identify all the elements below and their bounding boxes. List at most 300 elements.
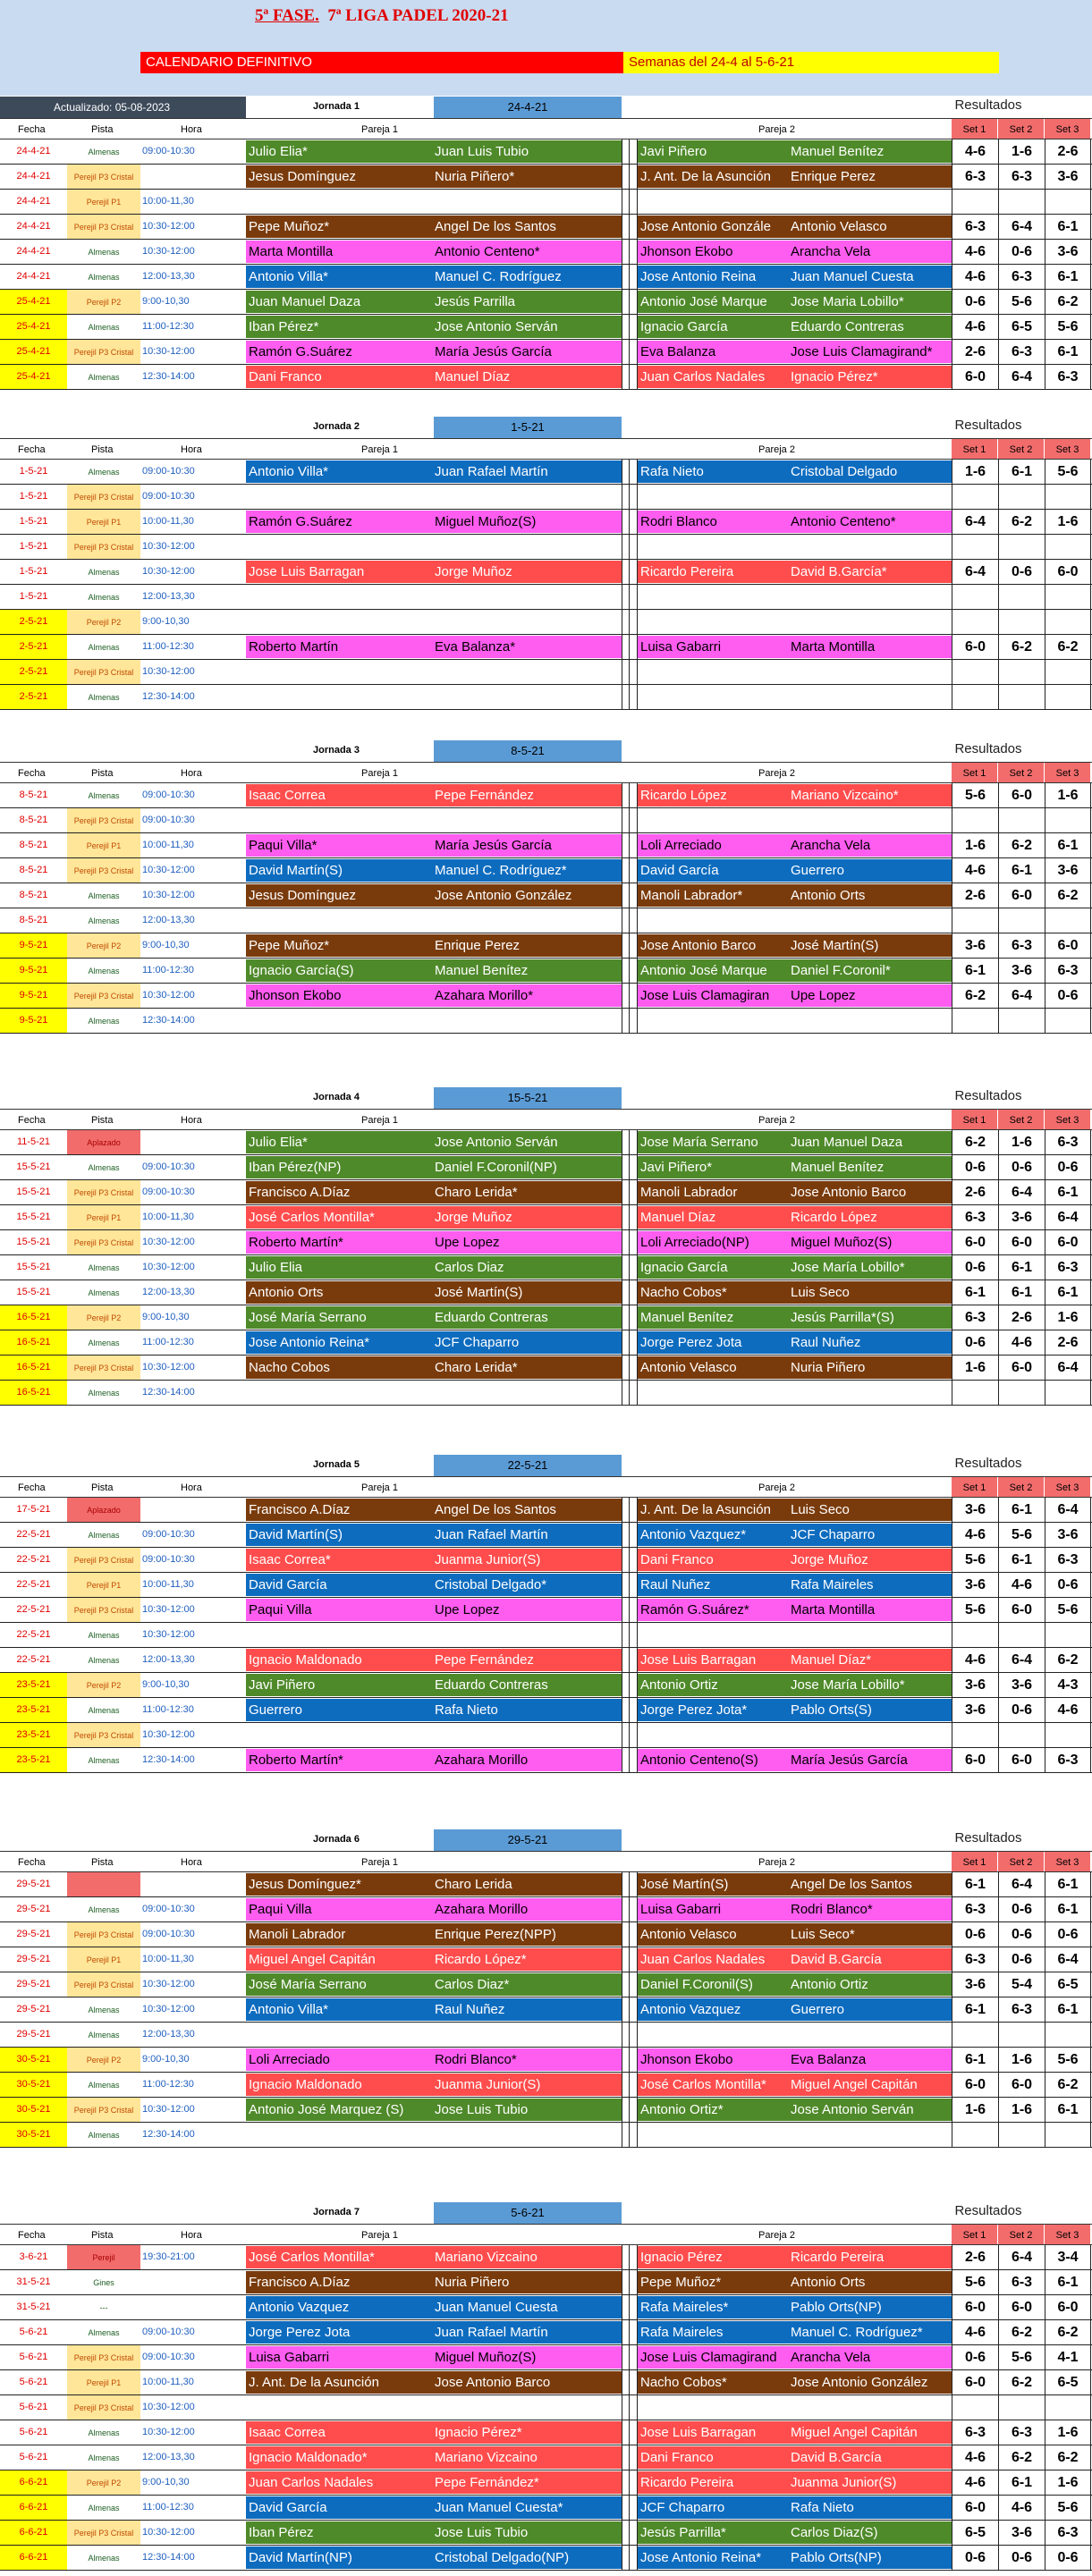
- match-row: [0, 290, 1092, 315]
- court-name: Perejil P3 Cristal: [67, 2521, 140, 2545]
- set2-score: 4-6: [998, 1573, 1045, 1597]
- match-time: 12:00-13,30: [142, 591, 195, 602]
- pair1-player-b: [432, 909, 622, 932]
- set1-score: [952, 2123, 998, 2147]
- pair1-player-a: Antonio Orts: [246, 1281, 432, 1304]
- set1-score: 6-2: [952, 984, 998, 1008]
- match-row: [0, 315, 1092, 340]
- pair1-player-b: Rafa Nieto: [432, 1699, 622, 1721]
- set2-score: 4-6: [998, 2496, 1045, 2520]
- set3-score: [1045, 685, 1091, 709]
- pair1-player-a: Ignacio Maldonado: [246, 2073, 432, 2096]
- pareja1-header: Pareja 1: [361, 1857, 398, 1868]
- pair2-player-a: Manoli Labrador*: [638, 884, 788, 907]
- match-time: 09:00-10:30: [142, 2327, 195, 2337]
- set3-score: 6-2: [1045, 2073, 1091, 2097]
- set3-header: Set 3: [1045, 439, 1090, 459]
- fecha-header: Fecha: [18, 768, 46, 779]
- match-time: 12:00-13,30: [142, 915, 195, 925]
- match-row: [0, 460, 1092, 485]
- pair2-player-b: [788, 1381, 952, 1404]
- pair1-player-a: [246, 486, 432, 508]
- pair2-player-a: Antonio Vazquez: [638, 1998, 788, 2021]
- match-row: [0, 1623, 1092, 1648]
- pista-header: Pista: [91, 444, 114, 455]
- set3-score: 6-3: [1045, 959, 1091, 983]
- set2-score: 6-4: [998, 984, 1045, 1008]
- match-row: [0, 1205, 1092, 1230]
- court-name: Almenas: [88, 891, 120, 900]
- match-row: [0, 560, 1092, 585]
- match-row: [0, 685, 1092, 710]
- match-date: 5-6-21: [19, 2427, 48, 2437]
- jornada-label: Jornada 1: [313, 101, 360, 112]
- set3-score: 0-6: [1045, 2546, 1091, 2570]
- set3-score: [1045, 908, 1091, 933]
- pair2-player-a: Ignacio García: [638, 316, 788, 338]
- set3-score: 6-1: [1045, 1280, 1091, 1305]
- pair2-player-a: Jorge Perez Jota*: [638, 1699, 788, 1721]
- court-name: [67, 1872, 140, 1896]
- match-time: 11:00-12:30: [142, 2079, 194, 2090]
- pair2-player-b: [788, 190, 952, 213]
- match-row: [0, 1180, 1092, 1205]
- hora-header: Hora: [181, 1482, 202, 1493]
- set1-score: 6-0: [952, 1230, 998, 1254]
- court-name: Almenas: [88, 2428, 120, 2437]
- match-date: 15-5-21: [16, 1161, 51, 1172]
- jornada-date: 22-5-21: [434, 1455, 622, 1476]
- match-time: 10:00-11,30: [142, 196, 194, 207]
- set2-score: 6-3: [998, 2270, 1045, 2294]
- pair2-player-a: Antonio José Marque: [638, 291, 788, 313]
- match-date: 1-5-21: [19, 491, 48, 502]
- set1-score: [952, 808, 998, 832]
- pair2-player-a: Manuel Benítez: [638, 1306, 788, 1329]
- pair1-player-b: Jose Luis Tubio: [432, 2521, 622, 2544]
- set3-score: 4-3: [1045, 1673, 1091, 1697]
- pair1-player-a: [246, 1009, 432, 1032]
- match-time: 09:00-10:30: [142, 1161, 195, 1172]
- jornada-label: Jornada 4: [313, 1092, 360, 1102]
- match-time: 10:30-12:00: [142, 2104, 195, 2115]
- set3-score: 5-6: [1045, 460, 1091, 484]
- pair2-player-a: Juan Carlos Nadales: [638, 1948, 788, 1971]
- match-time: 09:00-10:30: [142, 790, 195, 800]
- set3-header: Set 3: [1045, 1852, 1090, 1871]
- set1-header: Set 1: [952, 1110, 997, 1129]
- set1-score: 6-0: [952, 2073, 998, 2097]
- pair1-player-a: Iban Pérez(NP): [246, 1156, 432, 1178]
- set1-score: 1-6: [952, 2098, 998, 2122]
- set3-score: [1045, 2123, 1091, 2147]
- court-name: Perejil P2: [67, 290, 140, 314]
- pair2-player-b: [788, 1009, 952, 1032]
- set2-score: 5-6: [998, 290, 1045, 314]
- pair1-player-a: [246, 909, 432, 932]
- match-row: [0, 1381, 1092, 1406]
- court-name: Almenas: [88, 2328, 120, 2337]
- set1-score: 4-6: [952, 858, 998, 883]
- pair-separator: [622, 660, 638, 684]
- match-time: 10:00-11,30: [142, 2377, 194, 2387]
- set2-header: Set 2: [998, 439, 1044, 459]
- set3-score: 6-4: [1045, 1356, 1091, 1380]
- pair1-player-b: [432, 1624, 622, 1646]
- match-row: [0, 858, 1092, 883]
- pair1-player-a: Jorge Perez Jota: [246, 2321, 432, 2344]
- court-name: Perejil P1: [67, 2370, 140, 2394]
- set3-score: 3-4: [1045, 2245, 1091, 2269]
- set1-score: 6-0: [952, 365, 998, 389]
- set1-score: 3-6: [952, 1498, 998, 1522]
- match-row: [0, 808, 1092, 833]
- match-date: 25-4-21: [0, 315, 67, 339]
- pair2-player-b: Jose María Lobillo*: [788, 1256, 952, 1279]
- match-row: [0, 2395, 1092, 2420]
- court-name: Perejil P2: [67, 2470, 140, 2495]
- pair1-player-a: Antonio Villa*: [246, 460, 432, 483]
- set2-score: 3-6: [998, 1673, 1045, 1697]
- match-row: [0, 485, 1092, 510]
- pair2-player-a: Daniel F.Coronil(S): [638, 1973, 788, 1996]
- set2-score: 0-6: [998, 2546, 1045, 2570]
- match-date: 22-5-21: [16, 1529, 51, 1540]
- pair-separator: [622, 190, 638, 214]
- pair2-player-b: Ricardo López: [788, 1206, 952, 1229]
- pair1-player-b: Ricardo López*: [432, 1948, 622, 1971]
- pair2-player-a: Juan Carlos Nadales: [638, 366, 788, 388]
- pair2-player-b: María Jesús García: [788, 1749, 952, 1771]
- match-date: 24-4-21: [16, 221, 51, 232]
- pair2-player-a: Luisa Gabarri: [638, 636, 788, 658]
- pair-separator: [622, 2395, 638, 2420]
- pair1-player-b: Manuel C. Rodríguez*: [432, 859, 622, 882]
- court-name: Almenas: [88, 1905, 120, 1914]
- court-name: Almenas: [88, 2031, 120, 2040]
- pair1-player-a: Luisa Gabarri: [246, 2346, 432, 2369]
- match-row: [0, 1922, 1092, 1947]
- court-name: Perejil P3 Cristal: [67, 1548, 140, 1572]
- set2-score: 5-4: [998, 1972, 1045, 1997]
- court-name: Perejil P1: [67, 190, 140, 214]
- pair1-player-a: [246, 661, 432, 683]
- set1-score: [952, 190, 998, 214]
- pair2-player-b: Jorge Muñoz: [788, 1549, 952, 1571]
- court-name: Perejil P3 Cristal: [67, 1230, 140, 1254]
- match-date: 29-5-21: [16, 1979, 51, 1989]
- pair2-player-b: Daniel F.Coronil*: [788, 959, 952, 982]
- match-row: [0, 1748, 1092, 1773]
- court-name: Perejil P2: [67, 1673, 140, 1697]
- match-date: 1-5-21: [19, 566, 48, 577]
- set2-score: 6-4: [998, 1648, 1045, 1672]
- fecha-header: Fecha: [18, 2230, 46, 2241]
- pair1-player-b: [432, 809, 622, 832]
- court-name: Perejil P3 Cristal: [67, 535, 140, 559]
- pair2-player-b: Manuel Benítez: [788, 1156, 952, 1178]
- set3-score: 4-1: [1045, 2345, 1091, 2369]
- pair1-player-b: Miguel Muñoz(S): [432, 511, 622, 533]
- match-date: 24-4-21: [16, 171, 51, 182]
- set1-score: 3-6: [952, 933, 998, 958]
- set3-score: 0-6: [1045, 1922, 1091, 1947]
- pair2-player-a: Nacho Cobos*: [638, 1281, 788, 1304]
- pair1-player-a: Julio Elia: [246, 1256, 432, 1279]
- set2-score: 6-3: [998, 265, 1045, 289]
- set2-score: 6-2: [998, 510, 1045, 534]
- set2-score: [998, 908, 1045, 933]
- pair1-player-a: Dani Franco: [246, 366, 432, 388]
- pareja2-header: Pareja 2: [758, 124, 795, 135]
- pair2-player-b: Luis Seco*: [788, 1923, 952, 1946]
- court-name: Almenas: [88, 1163, 120, 1172]
- pair1-player-a: José María Serrano: [246, 1973, 432, 1996]
- pair2-player-a: Eva Balanza: [638, 341, 788, 363]
- court-name: Almenas: [88, 273, 120, 282]
- set3-score: 5-6: [1045, 2496, 1091, 2520]
- pair1-player-b: Jose Luis Tubio: [432, 2099, 622, 2121]
- results-label: Resultados: [954, 1830, 1022, 1845]
- match-date: 5-6-21: [19, 2452, 48, 2462]
- jornada-date: 15-5-21: [434, 1087, 622, 1109]
- match-date: 8-5-21: [19, 840, 48, 850]
- set3-score: 6-1: [1045, 1997, 1091, 2022]
- pair2-player-a: Jhonson Ekobo: [638, 241, 788, 263]
- pair1-player-b: Nuria Piñero*: [432, 165, 622, 188]
- pair1-player-b: Carlos Diaz*: [432, 1973, 622, 1996]
- court-name: Almenas: [88, 1288, 120, 1297]
- set1-score: 3-6: [952, 1673, 998, 1697]
- page-header: [0, 0, 1092, 96]
- pair-separator: [622, 1573, 638, 1597]
- match-date: 15-5-21: [16, 1237, 51, 1247]
- set2-score: [998, 1623, 1045, 1647]
- pair1-player-a: David Martín(S): [246, 1524, 432, 1546]
- pair2-player-b: [788, 2023, 952, 2046]
- match-time: 10:30-12:00: [142, 541, 195, 552]
- pair1-player-a: [246, 686, 432, 708]
- set2-score: [998, 585, 1045, 609]
- match-date: 25-4-21: [0, 340, 67, 364]
- pair-separator: [622, 2445, 638, 2470]
- pair2-player-a: [638, 586, 788, 608]
- match-date: 5-6-21: [19, 2402, 48, 2412]
- set1-score: 3-6: [952, 1698, 998, 1722]
- pair1-player-a: Ramón G.Suárez: [246, 341, 432, 363]
- set1-score: 0-6: [952, 1330, 998, 1355]
- jornada-date: 24-4-21: [434, 97, 622, 118]
- pair-separator: [622, 240, 638, 264]
- pair1-player-b: Jose Antonio González: [432, 884, 622, 907]
- set3-score: [1045, 585, 1091, 609]
- pair-separator: [622, 1205, 638, 1229]
- pair1-player-a: Ramón G.Suárez: [246, 511, 432, 533]
- set3-score: 6-1: [1045, 215, 1091, 239]
- set2-score: 6-0: [998, 1356, 1045, 1380]
- set2-score: 6-1: [998, 460, 1045, 484]
- match-time: 09:00-10:30: [142, 2352, 195, 2362]
- set2-score: [998, 610, 1045, 634]
- jornada-header: [0, 1829, 1092, 1851]
- set1-score: [952, 660, 998, 684]
- set2-score: 2-6: [998, 1305, 1045, 1330]
- pair2-player-a: Raul Nuñez: [638, 1574, 788, 1596]
- set2-score: 6-2: [998, 2370, 1045, 2394]
- pair2-player-b: Rafa Maireles: [788, 1574, 952, 1596]
- pair1-player-b: [432, 611, 622, 633]
- pair1-player-a: Iban Pérez: [246, 2521, 432, 2544]
- set2-score: [998, 1381, 1045, 1405]
- match-time: 11:00-12:30: [142, 1704, 194, 1715]
- set2-header: Set 2: [998, 2225, 1044, 2244]
- pareja2-header: Pareja 2: [758, 1482, 795, 1493]
- set1-header: Set 1: [952, 1477, 997, 1497]
- pair2-player-a: Antonio Ortiz: [638, 1674, 788, 1696]
- match-row: [0, 1598, 1092, 1623]
- pair1-player-b: Jorge Muñoz: [432, 561, 622, 583]
- pair1-player-a: José Carlos Montilla*: [246, 1206, 432, 1229]
- set1-score: 6-1: [952, 1280, 998, 1305]
- set2-score: 3-6: [998, 1205, 1045, 1229]
- set3-score: 6-1: [1045, 265, 1091, 289]
- pair1-player-a: Jose Luis Barragan: [246, 561, 432, 583]
- match-date: 22-5-21: [16, 1604, 51, 1615]
- pair-separator: [622, 1009, 638, 1033]
- set3-score: 6-1: [1045, 1872, 1091, 1896]
- pair2-player-a: [638, 686, 788, 708]
- pair1-player-a: Jose Antonio Reina*: [246, 1331, 432, 1354]
- pair-separator: [622, 2023, 638, 2047]
- pair-separator: [622, 2496, 638, 2520]
- pair-separator: [622, 959, 638, 983]
- pair2-player-b: Juanma Junior(S): [788, 2471, 952, 2494]
- match-date: 8-5-21: [19, 890, 48, 900]
- hora-header: Hora: [181, 2230, 202, 2241]
- match-row: [0, 1155, 1092, 1180]
- pista-header: Pista: [91, 1857, 114, 1868]
- set2-score: 1-6: [998, 2048, 1045, 2072]
- match-time: 10:30-12:00: [142, 1604, 195, 1615]
- set1-score: 0-6: [952, 1155, 998, 1179]
- pair-separator: [622, 610, 638, 634]
- jornada-block: [0, 1829, 1092, 2148]
- pair1-player-b: [432, 2124, 622, 2146]
- pair1-player-a: David García: [246, 2496, 432, 2519]
- match-row: [0, 1305, 1092, 1330]
- pair2-player-b: Manuel Díaz*: [788, 1649, 952, 1671]
- match-time: 12:00-13,30: [142, 2029, 195, 2040]
- pair2-player-a: [638, 2023, 788, 2046]
- set2-score: 6-1: [998, 1548, 1045, 1572]
- pair1-player-b: Charo Lerida*: [432, 1356, 622, 1379]
- set1-score: 2-6: [952, 2245, 998, 2269]
- pair-separator: [622, 2370, 638, 2394]
- pair-separator: [622, 585, 638, 609]
- pair2-player-b: David B.García*: [788, 561, 952, 583]
- pair2-player-b: Antonio Orts: [788, 2271, 952, 2293]
- match-date: 31-5-21: [16, 2276, 51, 2287]
- set3-score: 1-6: [1045, 783, 1091, 807]
- pair1-player-a: Juan Carlos Nadales: [246, 2471, 432, 2494]
- pair-separator: [622, 1381, 638, 1405]
- match-date: 8-5-21: [19, 865, 48, 875]
- pair-separator: [622, 2098, 638, 2122]
- match-time: 10:30-12:00: [142, 2427, 195, 2437]
- pair-separator: [622, 2420, 638, 2445]
- set1-score: 4-6: [952, 1648, 998, 1672]
- match-date: 23-5-21: [0, 1748, 67, 1772]
- set3-score: 6-1: [1045, 340, 1091, 364]
- pair1-player-b: Cristobal Delgado(NP): [432, 2546, 622, 2569]
- court-name: Almenas: [88, 1631, 120, 1640]
- set2-score: 6-0: [998, 783, 1045, 807]
- pair2-player-a: Antonio Vazquez*: [638, 1524, 788, 1546]
- pair-separator: [622, 290, 638, 314]
- pair1-player-b: Juanma Junior(S): [432, 2073, 622, 2096]
- match-date: 15-5-21: [16, 1262, 51, 1272]
- pair2-player-b: Pablo Orts(S): [788, 1699, 952, 1721]
- set2-score: 6-0: [998, 1598, 1045, 1622]
- pair2-player-a: Ricardo López: [638, 784, 788, 807]
- match-row: [0, 2320, 1092, 2345]
- set2-score: 1-6: [998, 2098, 1045, 2122]
- match-date: 6-6-21: [0, 2496, 67, 2520]
- match-date: 2-5-21: [0, 660, 67, 684]
- set1-score: [952, 610, 998, 634]
- pair1-player-b: Juan Manuel Cuesta*: [432, 2496, 622, 2519]
- match-row: [0, 1648, 1092, 1673]
- set2-score: [998, 2023, 1045, 2047]
- set3-score: 6-3: [1045, 1130, 1091, 1154]
- court-name: Almenas: [88, 148, 120, 156]
- match-row: [0, 1548, 1092, 1573]
- pair1-player-a: [246, 1381, 432, 1404]
- pair2-player-b: [788, 611, 952, 633]
- jornada-header: [0, 1454, 1092, 1476]
- match-time: 09:00-10:30: [142, 1904, 195, 1914]
- match-time: 12:30-14:00: [142, 371, 195, 382]
- set3-score: 6-2: [1045, 1648, 1091, 1672]
- pair-separator: [622, 1997, 638, 2022]
- pair-separator: [622, 2295, 638, 2319]
- match-row: [0, 1997, 1092, 2023]
- pair-separator: [622, 1972, 638, 1997]
- match-row: [0, 535, 1092, 560]
- pair1-player-a: Roberto Martín*: [246, 1749, 432, 1771]
- pair2-player-a: Dani Franco: [638, 2446, 788, 2469]
- pair1-player-b: Mariano Vizcaino: [432, 2246, 622, 2268]
- match-row: [0, 165, 1092, 190]
- court-name: Aplazado: [67, 1498, 140, 1522]
- set2-score: [998, 2395, 1045, 2420]
- pair2-player-b: Miguel Angel Capitán: [788, 2421, 952, 2444]
- court-name: Almenas: [88, 2454, 120, 2462]
- set2-score: 6-4: [998, 1180, 1045, 1204]
- set1-score: [952, 1723, 998, 1747]
- pair1-player-b: Juan Manuel Cuesta: [432, 2296, 622, 2318]
- pair1-player-b: Manuel Benítez: [432, 959, 622, 982]
- pair2-player-b: [788, 586, 952, 608]
- pair-separator: [622, 883, 638, 908]
- set3-score: 6-2: [1045, 290, 1091, 314]
- set3-header: Set 3: [1045, 119, 1090, 139]
- pair2-player-a: J. Ant. De la Asunción: [638, 165, 788, 188]
- pair1-player-a: Nacho Cobos: [246, 1356, 432, 1379]
- set3-header: Set 3: [1045, 1110, 1090, 1129]
- set2-score: 6-1: [998, 1255, 1045, 1280]
- pista-header: Pista: [91, 1482, 114, 1493]
